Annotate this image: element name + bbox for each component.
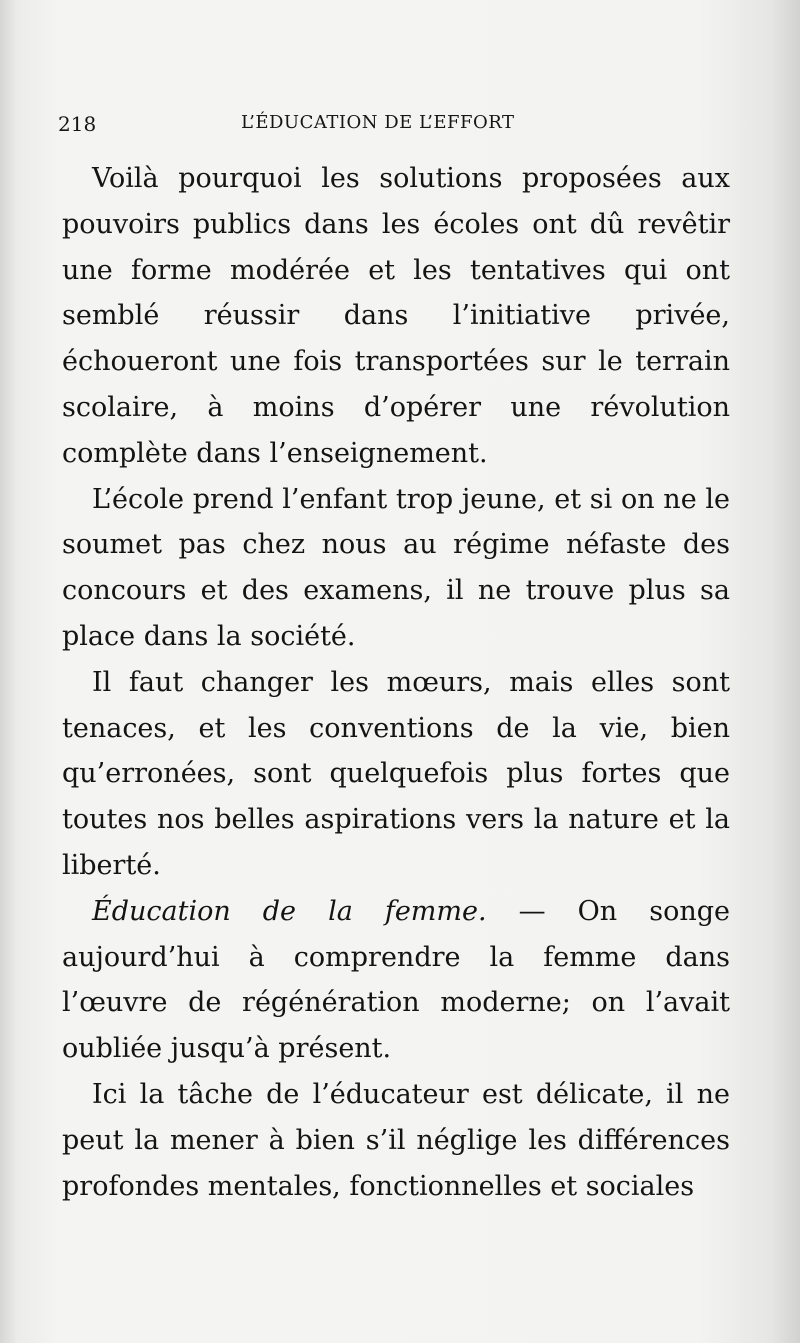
paragraph: Voilà pourquoi les solutions proposées aux pouvoirs publics dans les écoles ont dû revêtir une forme modérée et les tentatives qui ont semblé réussir dans l’initiative privée, échoueront une fois transportées sur le terrain scolaire, à moins d’opérer une révolution complète dans l’enseignement.	[62, 163, 730, 469]
page-header	[58, 108, 738, 142]
paragraph	[62, 889, 730, 1072]
paragraph-text: — On songe aujourd’hui à comprendre la femme dans l’œuvre de régénération moderne; on l’avait oubliée jusqu’à présent.	[62, 895, 730, 1065]
body-text	[62, 156, 730, 1209]
paragraph: Ici la tâche de l’éducateur est délicate, il ne peut la mener à bien s’il néglige les différences profondes mentales, fonctionnelles et sociales	[62, 1078, 730, 1202]
running-title: L’ÉDUCATION DE L’EFFORT	[241, 112, 515, 133]
section-heading: Éducation de la femme.	[92, 895, 487, 927]
paragraph: L’école prend l’enfant trop jeune, et si on ne le soumet pas chez nous au régime néfaste des concours et des examens, il ne trouve plus sa place dans la société.	[62, 483, 730, 652]
paragraph: Il faut changer les mœurs, mais elles sont tenaces, et les conventions de la vie, bien qu’erronées, sont quelquefois plus fortes que toutes nos belles aspirations vers la nature et la liberté.	[62, 666, 730, 881]
page-number: 218	[58, 112, 97, 136]
